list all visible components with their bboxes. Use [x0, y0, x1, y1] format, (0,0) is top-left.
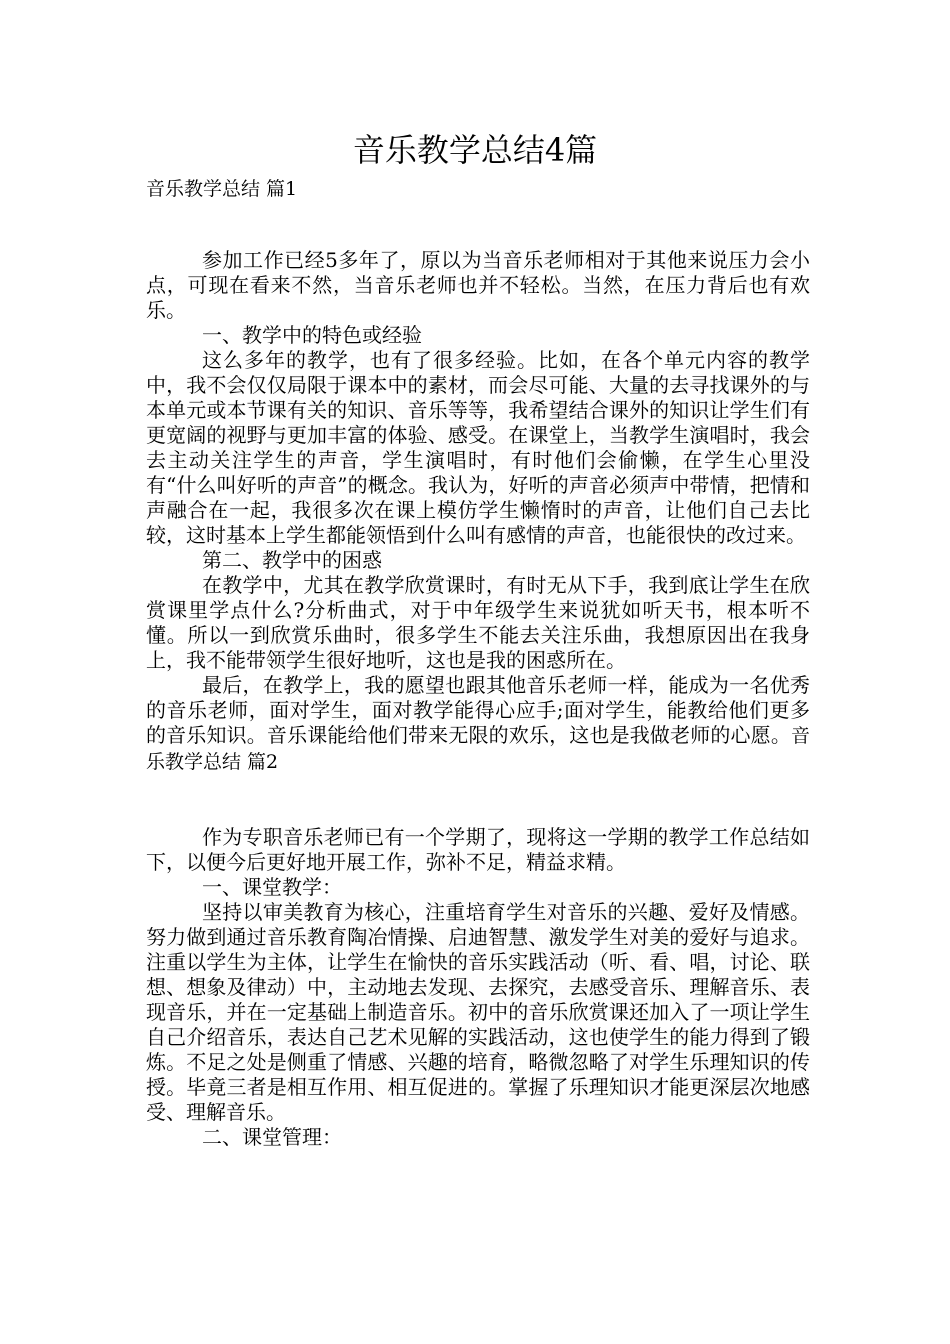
paragraph-confusion: 在教学中，尤其在教学欣赏课时，有时无从下手，我到底让学生在欣赏课里学点什么?分析曲式，对于中年级学生来说犹如听天书，根本听不懂。所以一到欣赏乐曲时，很多学生不能去关注乐曲，我想原因出在我身上，我不能带领学生很好地听，这也是我的困惑所在。	[146, 573, 810, 672]
paragraph-experience: 这么多年的教学，也有了很多经验。比如，在各个单元内容的教学中，我不会仅仅局限于课本中的素材，而会尽可能、大量的去寻找课外的与本单元或本节课有关的知识、音乐等等，我希望结合课外的知识让学生们有更宽阔的视野与更加丰富的体验、感受。在课堂上，当教学生演唱时，我会去主动关注学生的声音，学生演唱时，有时他们会偷懒，在学生心里没有“什么叫好听的声音”的概念。我认为，好听的声音必须声中带情，把情和声融合在一起，我很多次在课上模仿学生懒惰时的声音，让他们自己去比较，这时基本上学生都能领悟到什么叫有感情的声音，也能很快的改过来。	[146, 348, 810, 547]
subheading-features: 一、教学中的特色或经验	[202, 323, 422, 347]
subheading-confusion: 第二、教学中的困惑	[202, 548, 382, 572]
document-body	[146, 248, 810, 1150]
paragraph-closing	[146, 673, 810, 775]
paragraph-closing-text: 最后，在教学上，我的愿望也跟其他音乐老师一样，能成为一名优秀的音乐老师，面对学生，面对教学能得心应手;面对学生，能教给他们更多的音乐知识。音乐课能给他们带来无限的欢乐，这也是我做老师的心愿。	[146, 673, 810, 747]
subheading-classroom-teaching: 一、课堂教学：	[202, 875, 342, 899]
document-title: 音乐教学总结4篇	[352, 131, 598, 169]
section-heading-part1: 音乐教学总结 篇1	[146, 178, 298, 200]
paragraph-classroom-teaching: 坚持以审美教育为核心，注重培育学生对音乐的兴趣、爱好及情感。努力做到通过音乐教育陶冶情操、启迪智慧、激发学生对美的爱好与追求。注重以学生为主体，让学生在愉快的音乐实践活动（听、看、唱，讨论、联想、想象及律动）中，主动地去发现、去探究，去感受音乐、理解音乐、表现音乐，并在一定基础上制造音乐。初中的音乐欣赏课还加入了一项让学生自己介绍音乐，表达自己艺术见解的实践活动，这也使学生的能力得到了锻炼。不足之处是侧重了情感、兴趣的培育，略微忽略了对学生乐理知识的传授。毕竟三者是相互作用、相互促进的。掌握了乐理知识才能更深层次地感受、理解音乐。	[146, 900, 810, 1124]
section-gap	[146, 775, 810, 825]
subheading-classroom-management: 二、课堂管理：	[202, 1125, 342, 1149]
section-heading-part2: 音乐教学总结 篇2	[146, 725, 810, 773]
paragraph-intro-part1: 参加工作已经5多年了，原以为当音乐老师相对于其他来说压力会小点，可现在看来不然，当音乐老师也并不轻松。当然，在压力背后也有欢乐。	[146, 248, 810, 322]
paragraph-intro-part2: 作为专职音乐老师已有一个学期了，现将这一学期的教学工作总结如下，以便今后更好地开展工作，弥补不足，精益求精。	[146, 825, 810, 874]
